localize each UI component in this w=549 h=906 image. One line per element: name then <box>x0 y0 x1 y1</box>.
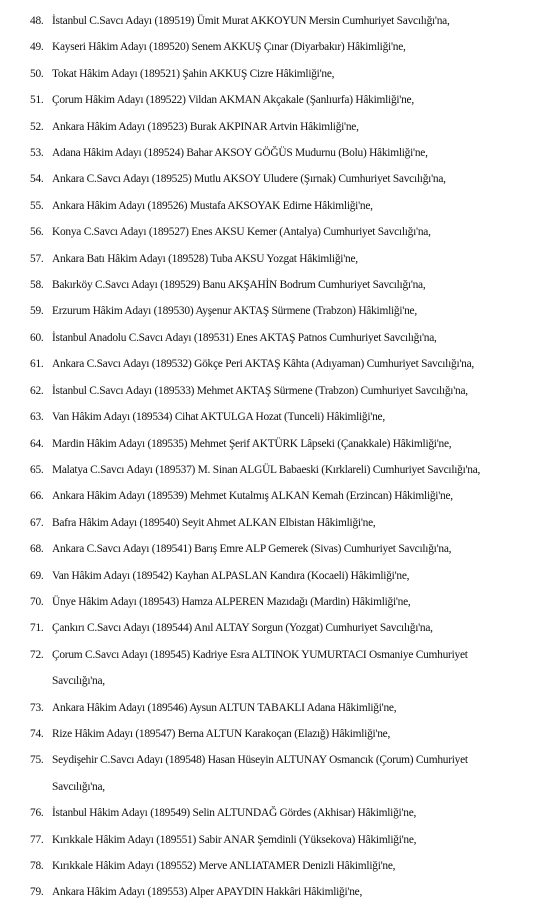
list-item <box>30 510 541 536</box>
item-text: Ankara Hâkim Adayı (189539) Mehmet Kutalmış ALKAN Kemah (Erzincan) Hâkimliği'ne, <box>52 490 453 503</box>
item-text: Adana Hâkim Adayı (189524) Bahar AKSOY GÖĞÜS Mudurnu (Bolu) Hâkimliği'ne, <box>52 147 428 160</box>
item-text: Tokat Hâkim Adayı (189521) Şahin AKKUŞ Cizre Hâkimliği'ne, <box>52 67 335 80</box>
item-number: 58. <box>30 279 44 292</box>
item-number: 74. <box>30 727 44 740</box>
list-item <box>30 695 541 721</box>
item-text: İstanbul C.Savcı Adayı (189519) Ümit Murat AKKOYUN Mersin Cumhuriyet Savcılığı'na, <box>52 15 450 27</box>
list-item <box>30 483 541 509</box>
item-text: Kayseri Hâkim Adayı (189520) Senem AKKUŞ Çınar (Diyarbakır) Hâkimliği'ne, <box>52 41 406 54</box>
item-text: Ünye Hâkim Adayı (189543) Hamza ALPEREN Mazıdağı (Mardin) Hâkimliği'ne, <box>52 595 411 608</box>
item-number: 66. <box>30 490 44 503</box>
item-number: 56. <box>30 226 44 239</box>
item-number: 55. <box>30 199 44 212</box>
item-text: Çankırı C.Savcı Adayı (189544) Anıl ALTAY Sorgun (Yozgat) Cumhuriyet Savcılığı'na, <box>52 622 433 635</box>
item-text: Çorum Hâkim Adayı (189522) Vildan AKMAN Akçakale (Şanlıurfa) Hâkimliği'ne, <box>52 94 414 107</box>
item-number: 77. <box>30 833 44 846</box>
item-number: 68. <box>30 543 44 556</box>
item-text: Mardin Hâkim Adayı (189535) Mehmet Şerif AKTÜRK Lâpseki (Çanakkale) Hâkimliği'ne, <box>52 437 452 450</box>
list-item <box>30 404 541 430</box>
list-item <box>30 879 541 905</box>
item-number: 75. <box>30 754 44 767</box>
list-item <box>30 325 541 351</box>
item-text: Kırıkkale Hâkim Adayı (189551) Sabir ANAR Şemdinli (Yüksekova) Hâkimliği'ne, <box>52 833 417 846</box>
item-number: 69. <box>30 569 44 582</box>
item-text: Erzurum Hâkim Adayı (189530) Ayşenur AKTAŞ Sürmene (Trabzon) Hâkimliği'ne, <box>52 305 417 318</box>
list-item <box>30 457 541 483</box>
item-text: Konya C.Savcı Adayı (189527) Enes AKSU Kemer (Antalya) Cumhuriyet Savcılığı'na, <box>52 226 431 239</box>
item-text: Ankara Hâkim Adayı (189526) Mustafa AKSOYAK Edirne Hâkimliği'ne, <box>52 199 373 212</box>
item-text: Ankara Hâkim Adayı (189553) Alper APAYDIN Hakkâri Hâkimliği'ne, <box>52 886 363 899</box>
item-number: 54. <box>30 173 44 186</box>
list-item <box>30 166 541 192</box>
item-text: Ankara C.Savcı Adayı (189532) Gökçe Peri AKTAŞ Kâhta (Adıyaman) Cumhuriyet Savcılığı'na, <box>52 358 475 371</box>
appointment-list <box>30 8 541 906</box>
list-item <box>30 853 541 879</box>
item-number: 49. <box>30 41 44 54</box>
item-number: 62. <box>30 384 44 397</box>
item-number: 51. <box>30 94 44 107</box>
item-number: 76. <box>30 807 44 820</box>
item-text: Rize Hâkim Adayı (189547) Berna ALTUN Karakoçan (Elazığ) Hâkimliği'ne, <box>52 727 391 740</box>
list-item <box>30 800 541 826</box>
list-item <box>30 114 541 140</box>
list-item <box>30 298 541 324</box>
list-item <box>30 8 541 34</box>
list-item <box>30 351 541 377</box>
item-number: 67. <box>30 516 44 529</box>
item-number: 73. <box>30 701 44 714</box>
item-text: İstanbul Anadolu C.Savcı Adayı (189531) Enes AKTAŞ Patnos Cumhuriyet Savcılığı'na, <box>52 331 437 344</box>
list-item <box>30 431 541 457</box>
item-number: 60. <box>30 331 44 344</box>
item-text: Kırıkkale Hâkim Adayı (189552) Merve ANLIATAMER Denizli Hâkimliği'ne, <box>52 860 396 872</box>
item-text: Çorum C.Savcı Adayı (189545) Kadriye Esra ALTINOK YUMURTACI Osmaniye Cumhuriyet Savcılığı'na, <box>52 648 468 688</box>
item-text: İstanbul C.Savcı Adayı (189533) Mehmet AKTAŞ Sürmene (Trabzon) Cumhuriyet Savcılığı'na, <box>52 384 468 397</box>
item-number: 59. <box>30 305 44 318</box>
item-text: Van Hâkim Adayı (189542) Kayhan ALPASLAN Kandıra (Kocaeli) Hâkimliği'ne, <box>52 569 410 582</box>
item-number: 70. <box>30 595 44 608</box>
item-text: Ankara Batı Hâkim Adayı (189528) Tuba AKSU Yozgat Hâkimliği'ne, <box>52 252 358 265</box>
item-text: Ankara C.Savcı Adayı (189525) Mutlu AKSOY Uludere (Şırnak) Cumhuriyet Savcılığı'na, <box>52 173 446 186</box>
item-text: Bakırköy C.Savcı Adayı (189529) Banu AKŞAHİN Bodrum Cumhuriyet Savcılığı'na, <box>52 279 426 292</box>
list-item <box>30 536 541 562</box>
item-text: Ankara C.Savcı Adayı (189541) Barış Emre ALP Gemerek (Sivas) Cumhuriyet Savcılığı'na, <box>52 543 452 556</box>
list-item <box>30 246 541 272</box>
item-number: 71. <box>30 622 44 635</box>
list-item <box>30 615 541 641</box>
list-item <box>30 721 541 747</box>
list-item <box>30 140 541 166</box>
list-item <box>30 563 541 589</box>
item-text: Seydişehir C.Savcı Adayı (189548) Hasan Hüseyin ALTUNAY Osmancık (Çorum) Cumhuriyet Savcılığı'na, <box>52 754 468 793</box>
item-text: Bafra Hâkim Adayı (189540) Seyit Ahmet ALKAN Elbistan Hâkimliği'ne, <box>52 516 376 529</box>
item-number: 61. <box>30 358 44 371</box>
list-item <box>30 827 541 853</box>
list-item <box>30 61 541 87</box>
list-item <box>30 87 541 113</box>
list-item <box>30 34 541 60</box>
list-item <box>30 272 541 298</box>
item-text: Van Hâkim Adayı (189534) Cihat AKTULGA Hozat (Tunceli) Hâkimliği'ne, <box>52 411 385 424</box>
item-number: 52. <box>30 120 44 133</box>
item-text: Ankara Hâkim Adayı (189523) Burak AKPINAR Artvin Hâkimliği'ne, <box>52 120 359 133</box>
list-item <box>30 589 541 615</box>
list-item <box>30 378 541 404</box>
item-number: 53. <box>30 147 44 160</box>
item-number: 63. <box>30 411 44 424</box>
item-number: 64. <box>30 437 44 450</box>
item-number: 78. <box>30 860 44 872</box>
item-number: 57. <box>30 252 44 265</box>
item-number: 50. <box>30 67 44 80</box>
list-item <box>30 747 541 800</box>
item-number: 79. <box>30 886 44 899</box>
item-number: 72. <box>30 648 44 661</box>
item-text: Ankara Hâkim Adayı (189546) Aysun ALTUN TABAKLI Adana Hâkimliği'ne, <box>52 701 397 714</box>
list-item <box>30 219 541 245</box>
list-item <box>30 642 541 695</box>
item-number: 65. <box>30 463 44 476</box>
item-number: 48. <box>30 15 44 27</box>
list-item <box>30 193 541 219</box>
item-text: İstanbul Hâkim Adayı (189549) Selin ALTUNDAĞ Gördes (Akhisar) Hâkimliği'ne, <box>52 807 417 820</box>
item-text: Malatya C.Savcı Adayı (189537) M. Sinan ALGÜL Babaeski (Kırklareli) Cumhuriyet Savcılığı'na, <box>52 463 481 476</box>
